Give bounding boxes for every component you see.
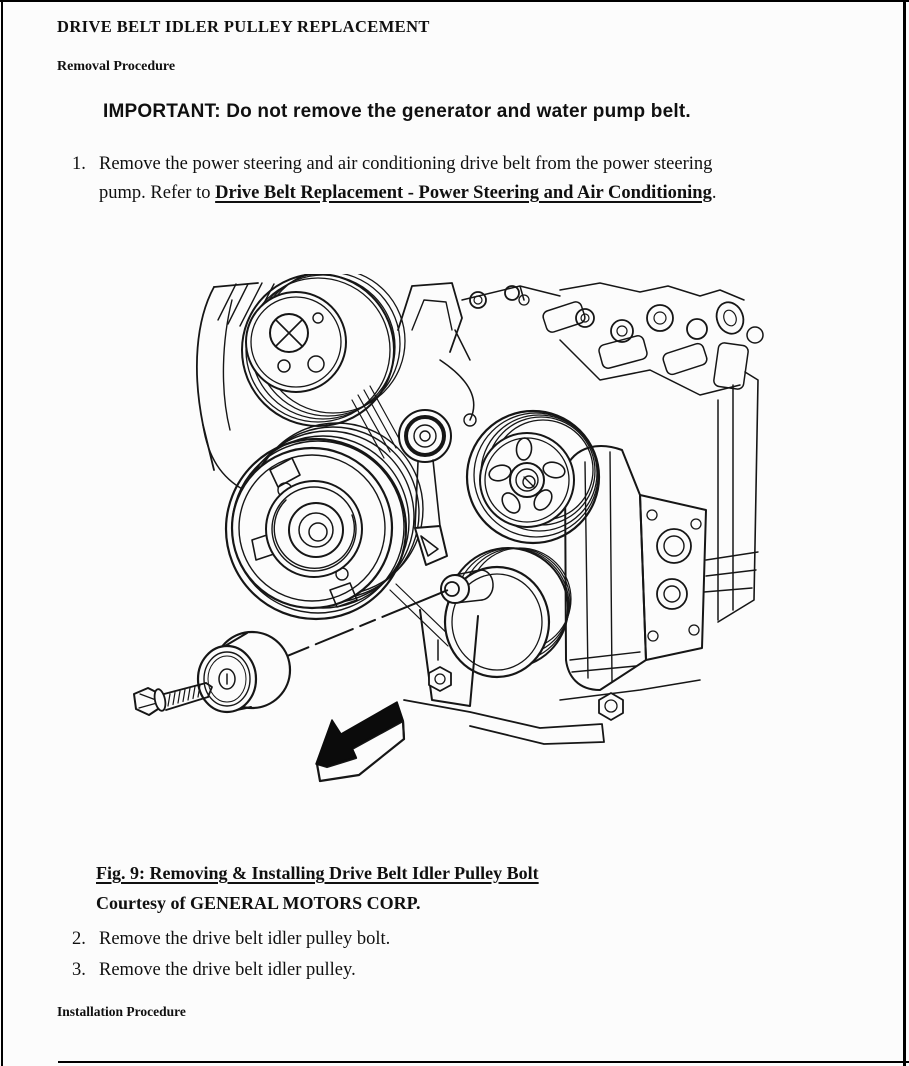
page-border-left: [1, 0, 3, 1066]
step-text: Remove the drive belt idler pulley bolt.: [99, 929, 391, 949]
figure-credit: Courtesy of GENERAL MOTORS CORP.: [96, 893, 421, 913]
step-text-line2: pump. Refer to: [99, 183, 216, 203]
step-text: [99, 154, 716, 203]
step-item: [72, 956, 879, 985]
figure-caption: Fig. 9: Removing & Installing Drive Belt Idler Pulley Bolt: [96, 863, 539, 883]
removal-procedure-heading: Removal Procedure: [57, 59, 176, 74]
ac-compressor-body: [560, 446, 758, 700]
crank-pulley: [226, 423, 423, 619]
important-note: IMPORTANT: Do not remove the generator and water pump belt.: [103, 101, 691, 122]
step-item: [72, 150, 879, 208]
step-number: 3.: [72, 960, 86, 980]
page-border-top: [0, 0, 909, 2]
page-border-right: [903, 0, 906, 1066]
installation-procedure-heading: Installation Procedure: [57, 1004, 186, 1019]
idler-pulley: [198, 632, 290, 712]
power-steering-pulley: [467, 411, 599, 543]
figure-caption-block: [96, 858, 539, 918]
ac-clutch-pulley: [445, 548, 571, 677]
step-item: [72, 925, 879, 954]
drive-belt-replacement-link[interactable]: Drive Belt Replacement - Power Steering and Air Conditioning: [215, 183, 712, 203]
step-number: 2.: [72, 929, 86, 949]
step-text-line1: Remove the power steering and air conditioning drive belt from the power steering: [99, 154, 713, 174]
direction-arrow: [316, 702, 404, 781]
step-text: Remove the drive belt idler pulley.: [99, 960, 356, 980]
engine-diagram: [130, 274, 775, 792]
bottom-rule: [58, 1061, 909, 1063]
water-pump-pulley: [242, 274, 405, 426]
step-number: 1.: [72, 154, 86, 174]
page-title: DRIVE BELT IDLER PULLEY REPLACEMENT: [57, 17, 430, 36]
step-text-suffix: .: [711, 183, 717, 203]
